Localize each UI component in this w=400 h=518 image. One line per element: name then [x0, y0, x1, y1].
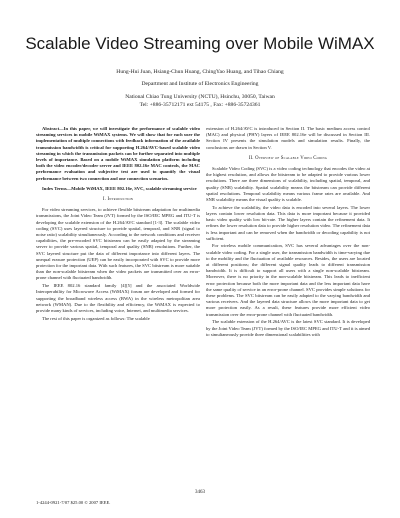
svc-paragraph-1: Scalable Video Coding (SVC) is a video coding technology that encodes the video at the highest resolution, and allows the bitstream to be adapted to provide various lower resolutions. There are three dimensions of scalability, including spatial, temporal, and quality (SNR) scalability. Spatial scalability means the bitstream can provide different spatial resolutions. Temporal scalability means various frame rates are available. And SNR scalability means the visual quality is scalable.	[206, 166, 370, 203]
paper-authors: Hung-Hui Juan, Hsiang-Chun Huang, ChingYao Huang, and Tihao Chiang	[116, 69, 284, 75]
left-column	[36, 126, 200, 323]
svc-paragraph-3: For wireless mobile communication, SVC has several advantages over the non-scalable video coding. For a single user, the transmission bandwidth is time-varying due to the mobility and the fluctuation of available resources. Besides, the users are located at different positions; the different signal quality leads to different transmission bandwidth. It is difficult to support all users with a single non-scalable bitstream. Moreover, there is no priority in the non-scalable bitstream. This leads to inefficient error protection because both the more important data and the less important data have the same quality of service in an error-prone channel. SVC provides simple solutions for these problems. The SVC bitstream can be easily adapted to the varying bandwidth and various receivers. And the layered data structure allows the more important data to get more protection easily. As a result, these features provide more efficient video transmission over the error-prone channel with fluctuated bandwidth.	[206, 243, 370, 317]
intro-paragraph-1: For video streaming services, to achieve flexible bitstream adaptation for multimedia transmissions, the Joint Video Team (JVT) formed by the ISO/IEC MPEG and ITU-T is developing the scalable extension of the H.264/AVC standard [1-3]. The scalable video coding (SVC) uses layered structure to provide spatial, temporal, and SNR (signal to noise ratio) scalability simultaneously. According to the network conditions and receiver capabilities, the pre-encoded SVC bitstream can be easily adapted by the streaming server to provide various spatial, temporal and quality (SNR) resolutions. Further, the SVC layered structure put the data of different importance into different layers. The unequal erasure protection (UEP) can be easily incorporated with SVC to provide more protection for the important data. With such features, the SVC bitstream is more suitable than the non-scalable bitstream when the video packets are transmitted over an error-prone channel with fluctuated bandwidth.	[36, 207, 200, 281]
abstract: Abstract—In this paper, we will investigate the performance of scalable video streaming services in mobile WiMAX systems. We will show that for each user the implementation of multiple connections with feedback information of the available transmission bandwidth is critical for supporting H.264/AVC-based scalable video streaming in which the transmission packets can be further separated into multiple levels of importance. Based on a mobile WiMAX simulation platform including both the video encoder/decoder server and IEEE 802.16e MAC controls, the MAC performance evaluation and subjective test are used to quantify the visual performance between two connection and one connection scenarios.	[36, 126, 200, 181]
right-column	[206, 126, 370, 340]
page-number: 3463	[195, 490, 205, 495]
paper-title: Scalable Video Streaming over Mobile WiMAX	[25, 34, 375, 53]
intro-paragraph-3: The rest of this paper is organized as follows: The scalable	[42, 315, 150, 321]
index-terms: Index Terms—Mobile WiMAX, IEEE 802.16e, SVC, scalable streaming service	[42, 185, 197, 191]
paper-department: Department and Institute of Electronics Engineering	[141, 81, 259, 87]
svc-paragraph-4: The scalable extension of the H.264/AVC is the latest SVC standard. It is developed by the Joint Video Team (JVT) formed by the ISO/IEC MPEG and ITU-T and it is aimed to simultaneously provide three dimensional scalabilities with	[206, 319, 370, 337]
section-heading-introduction: I. Introduction	[102, 197, 134, 203]
intro-paragraph-continued: extension of H.264/AVC is introduced in Section II. The basic medium access control (MAC) and physical (PHY) layers of IEEE 802.16e will be discussed in Section III. Section IV presents the simulation models and simulation results. Finally, the conclusions are drawn in Section V.	[206, 126, 370, 150]
section-heading-svc-overview: II. Overview of Scalable Video Coding	[248, 155, 328, 161]
paper-affiliation: National Chiao Tung University (NCTU), Hsinchu, 30050, Taiwan	[125, 94, 275, 100]
paper-contact: Tel: +886-35712171 ext 54175 , Fax: +886-35724361	[139, 102, 261, 108]
svc-paragraph-2: To achieve the scalability, the video data is encoded into several layers. The lower layers contain lower resolution data. This data is more important because it provided basic video quality with low bit-rate. The higher layers contain the refinement data. It refines the lower resolution data to provide higher resolution video. The refinement data is less important and can be removed when the bandwidth or decoding capability is not sufficient.	[206, 204, 370, 241]
copyright-footer: 1-4244-0921-7/07 $25.00 © 2007 IEEE.	[36, 500, 111, 505]
intro-paragraph-2: The IEEE 802.16 standard family [4][5] and the associated Worldwide Interoperability for Microwave Access (WiMAX) forum are developed and formed for supporting the broadband wireless access (BWA) in the wireless metropolitan area network (WMAN). Due to the flexibility and efficiency, the WiMAX is expected to provide many kinds of services, including voice, Internet, and multimedia services.	[36, 283, 200, 313]
